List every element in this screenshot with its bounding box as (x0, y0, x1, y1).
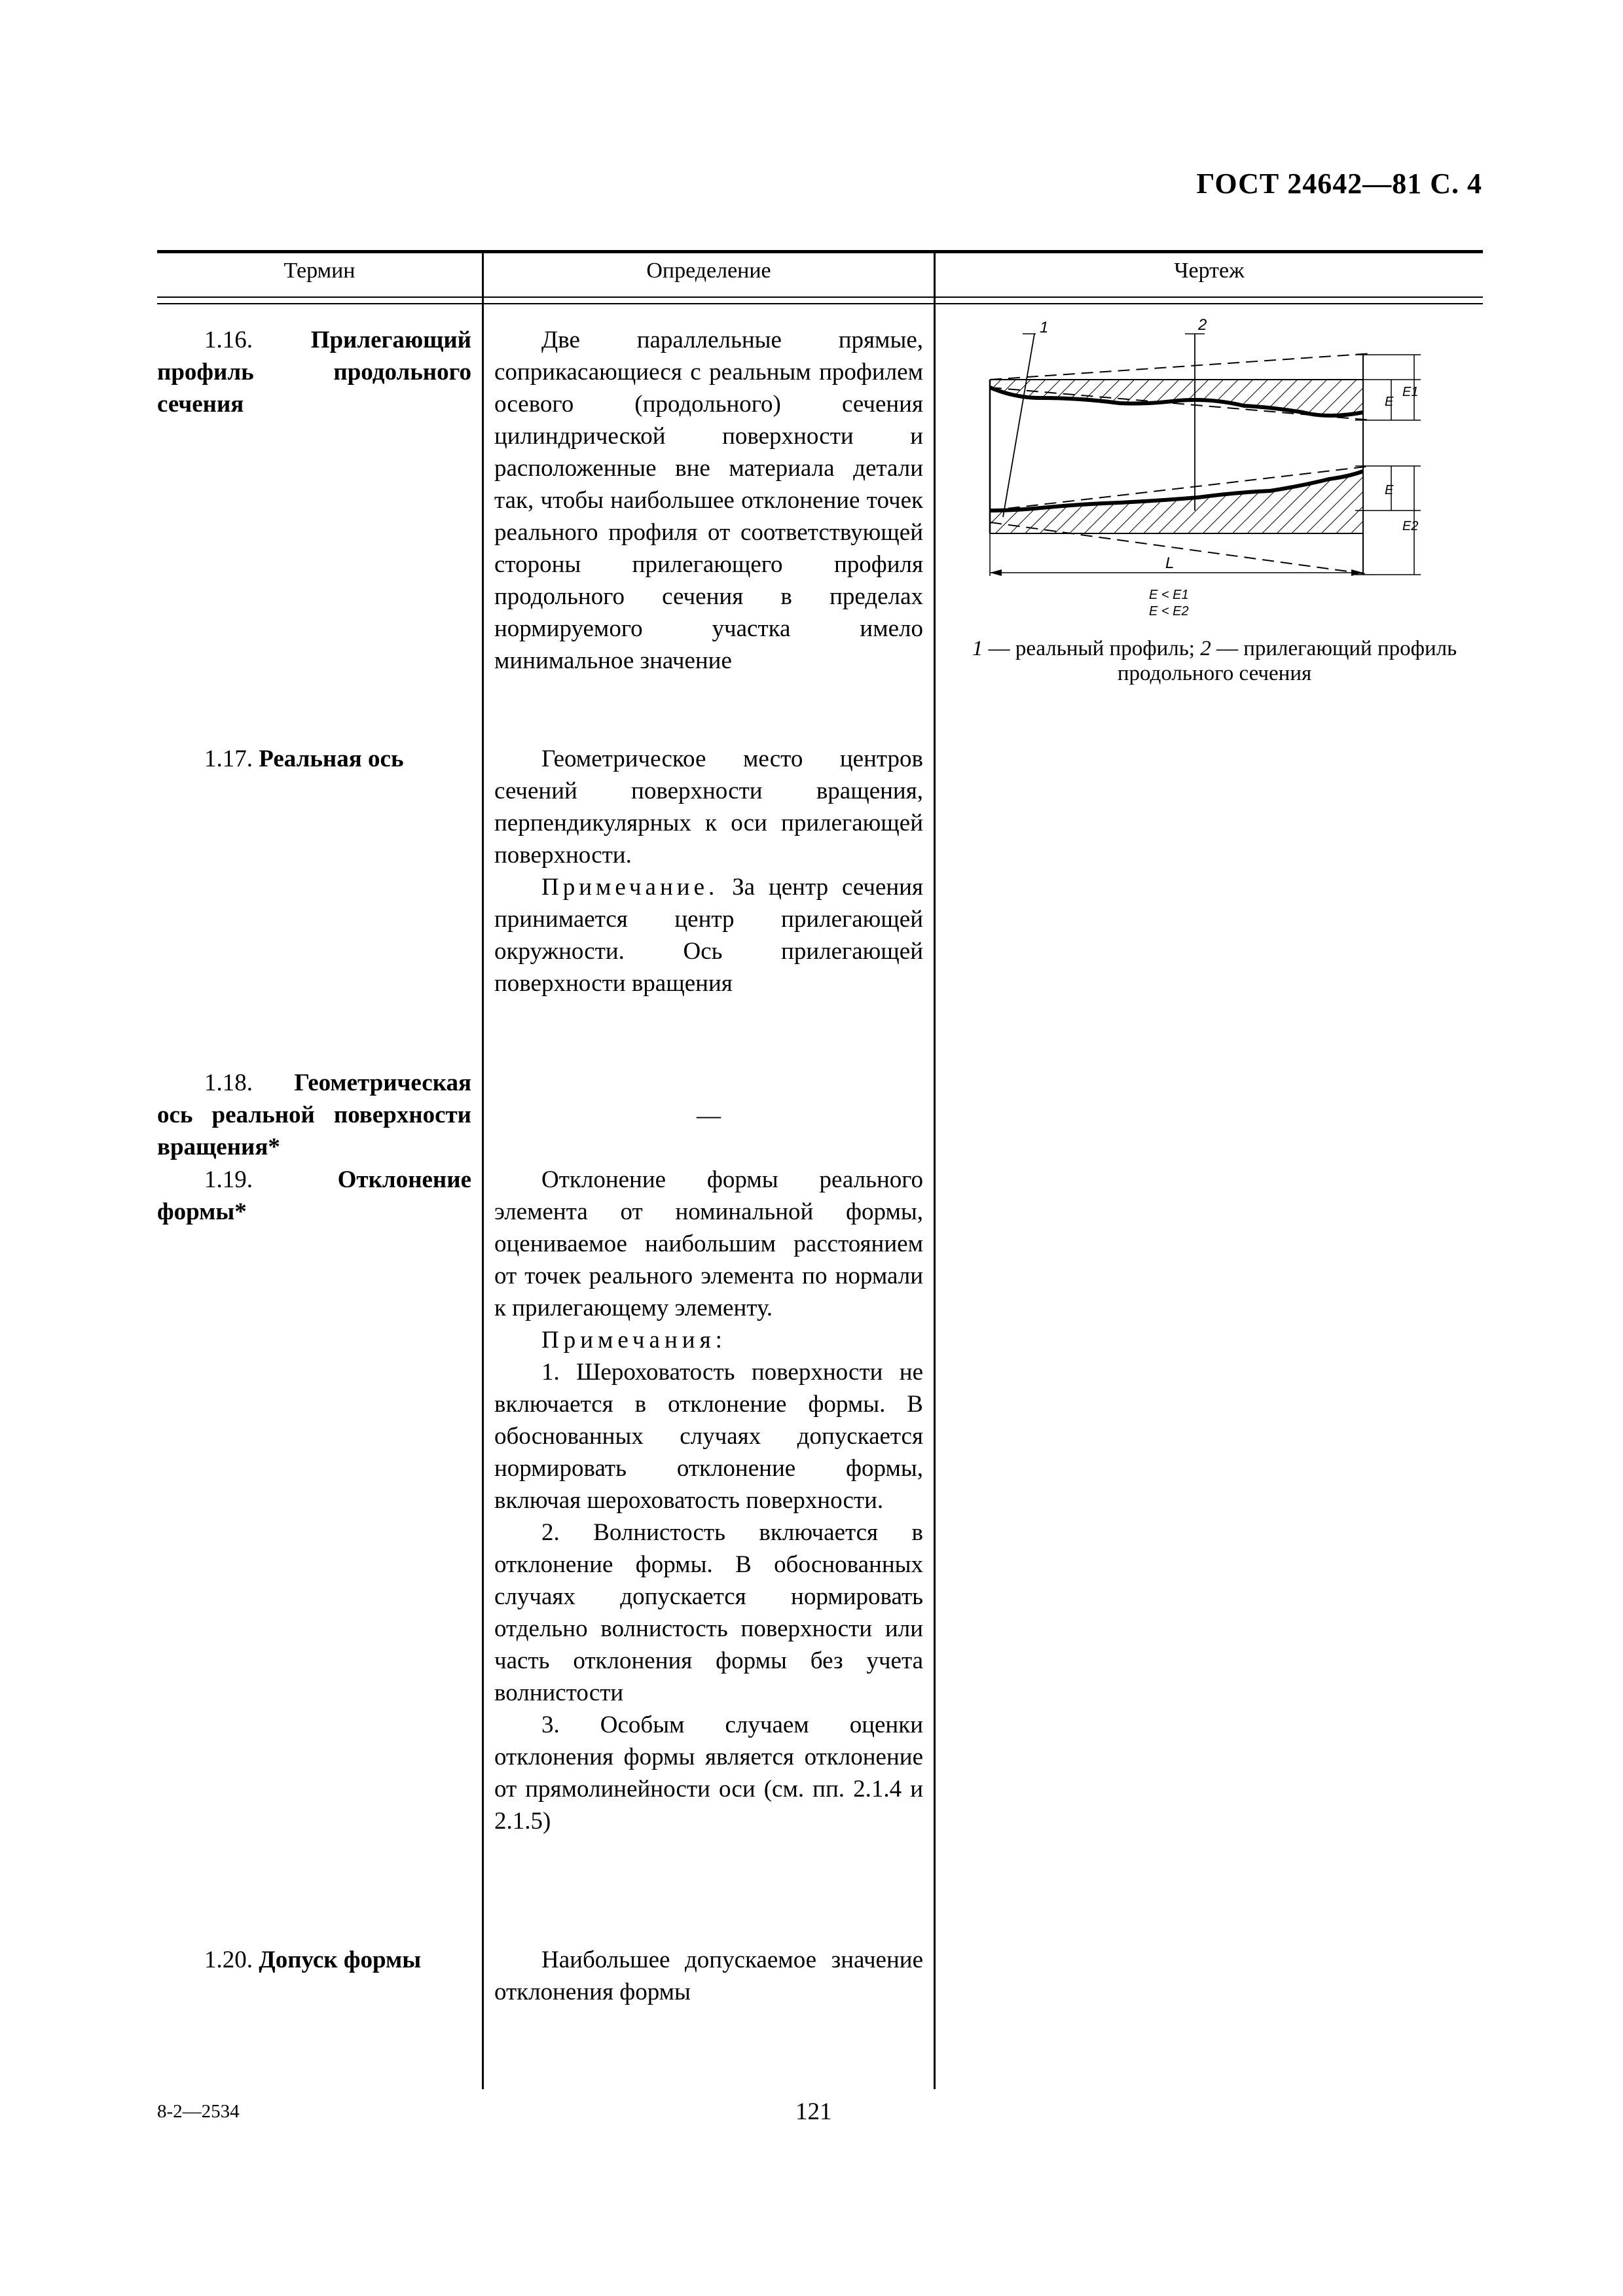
definition-1-20: Наибольшее допускаемое значение отклонения формы (494, 1946, 923, 2005)
label-e2: E2 (1402, 519, 1419, 533)
column-header-drawing: Чертеж (1174, 259, 1245, 283)
label-e-upper: E (1385, 395, 1394, 409)
page-number: 121 (795, 2098, 832, 2125)
term-1-19: 1.19. Отклонение формы* (157, 1166, 471, 1225)
label-e1: E1 (1402, 385, 1419, 399)
label-1: 1 (1040, 319, 1049, 336)
column-divider-1 (482, 251, 484, 2089)
table-header-rule-2 (157, 303, 1483, 304)
table-header-rule-1 (157, 296, 1483, 298)
term-1-17: 1.17. Реальная ось (204, 745, 404, 772)
definition-1-16: Две параллельные прямые, соприкасающиеся с реальным профилем осевого (продольного) сечения цилиндрической поверхности и расположенные вне материала детали так, чтобы наибольшее отклонение точек реального профиля от соответствующей стороны прилегающего профиля продольного сечения в пределах нормируемого участка имело минимальное значение (494, 327, 923, 674)
longitudinal-section-drawing (962, 314, 1473, 628)
table-top-rule (157, 250, 1483, 253)
term-1-20: 1.20. Допуск формы (204, 1946, 422, 1973)
label-l: L (1165, 554, 1175, 572)
label-2: 2 (1198, 316, 1207, 334)
adjacent-line-upper-outer (990, 353, 1372, 380)
lower-hatched-area (990, 471, 1363, 533)
definition-1-18: — (697, 1102, 721, 1129)
condition-1: E < E1 (1149, 588, 1189, 602)
document-id: ГОСТ 24642—81 С. 4 (1196, 168, 1482, 200)
column-divider-2 (934, 251, 936, 2089)
column-header-definition: Определение (646, 259, 771, 283)
definition-1-19: Отклонение формы реального элемента от номинальной формы, оцениваемое наибольшим расстоянием от точек реального элемента по нормали к прилегающему элементу. Примечания: 1. Шероховатость поверхности не включается в отклонение формы. В обоснованных случаях допускается нормировать отклонение формы, включая шероховатость поверхности. 2. Волнистость включается в отклонение формы. В обоснованных случаях допускается нормировать отдельно волнистость поверхности или часть отклонения формы без учета волнистости 3. Особым случаем оценки отклонения формы является отклонение от прямолинейности оси (см. пп. 2.1.4 и 2.1.5) (494, 1166, 923, 1835)
footer-code: 8-2—2534 (157, 2101, 240, 2122)
definition-1-17: Геометрическое место центров сечений поверхности вращения, перпендикулярных к оси прилегающей поверхности. Примечание. За центр сечения принимается центр прилегающей окружности. Ось прилегающей поверхности вращения (494, 745, 923, 997)
drawing-caption: 1 — реальный профиль; 2 — прилегающий профиль продольного сечения (972, 637, 1457, 685)
condition-2: E < E2 (1149, 604, 1189, 619)
column-header-term: Термин (283, 259, 356, 283)
term-1-18: 1.18. Геометрическая ось реальной поверхности вращения* (157, 1069, 471, 1160)
label-e-lower: E (1385, 483, 1394, 497)
term-1-16: 1.16. Прилегающий профиль продольного сечения (157, 327, 471, 418)
leader-line-1 (1003, 334, 1034, 517)
